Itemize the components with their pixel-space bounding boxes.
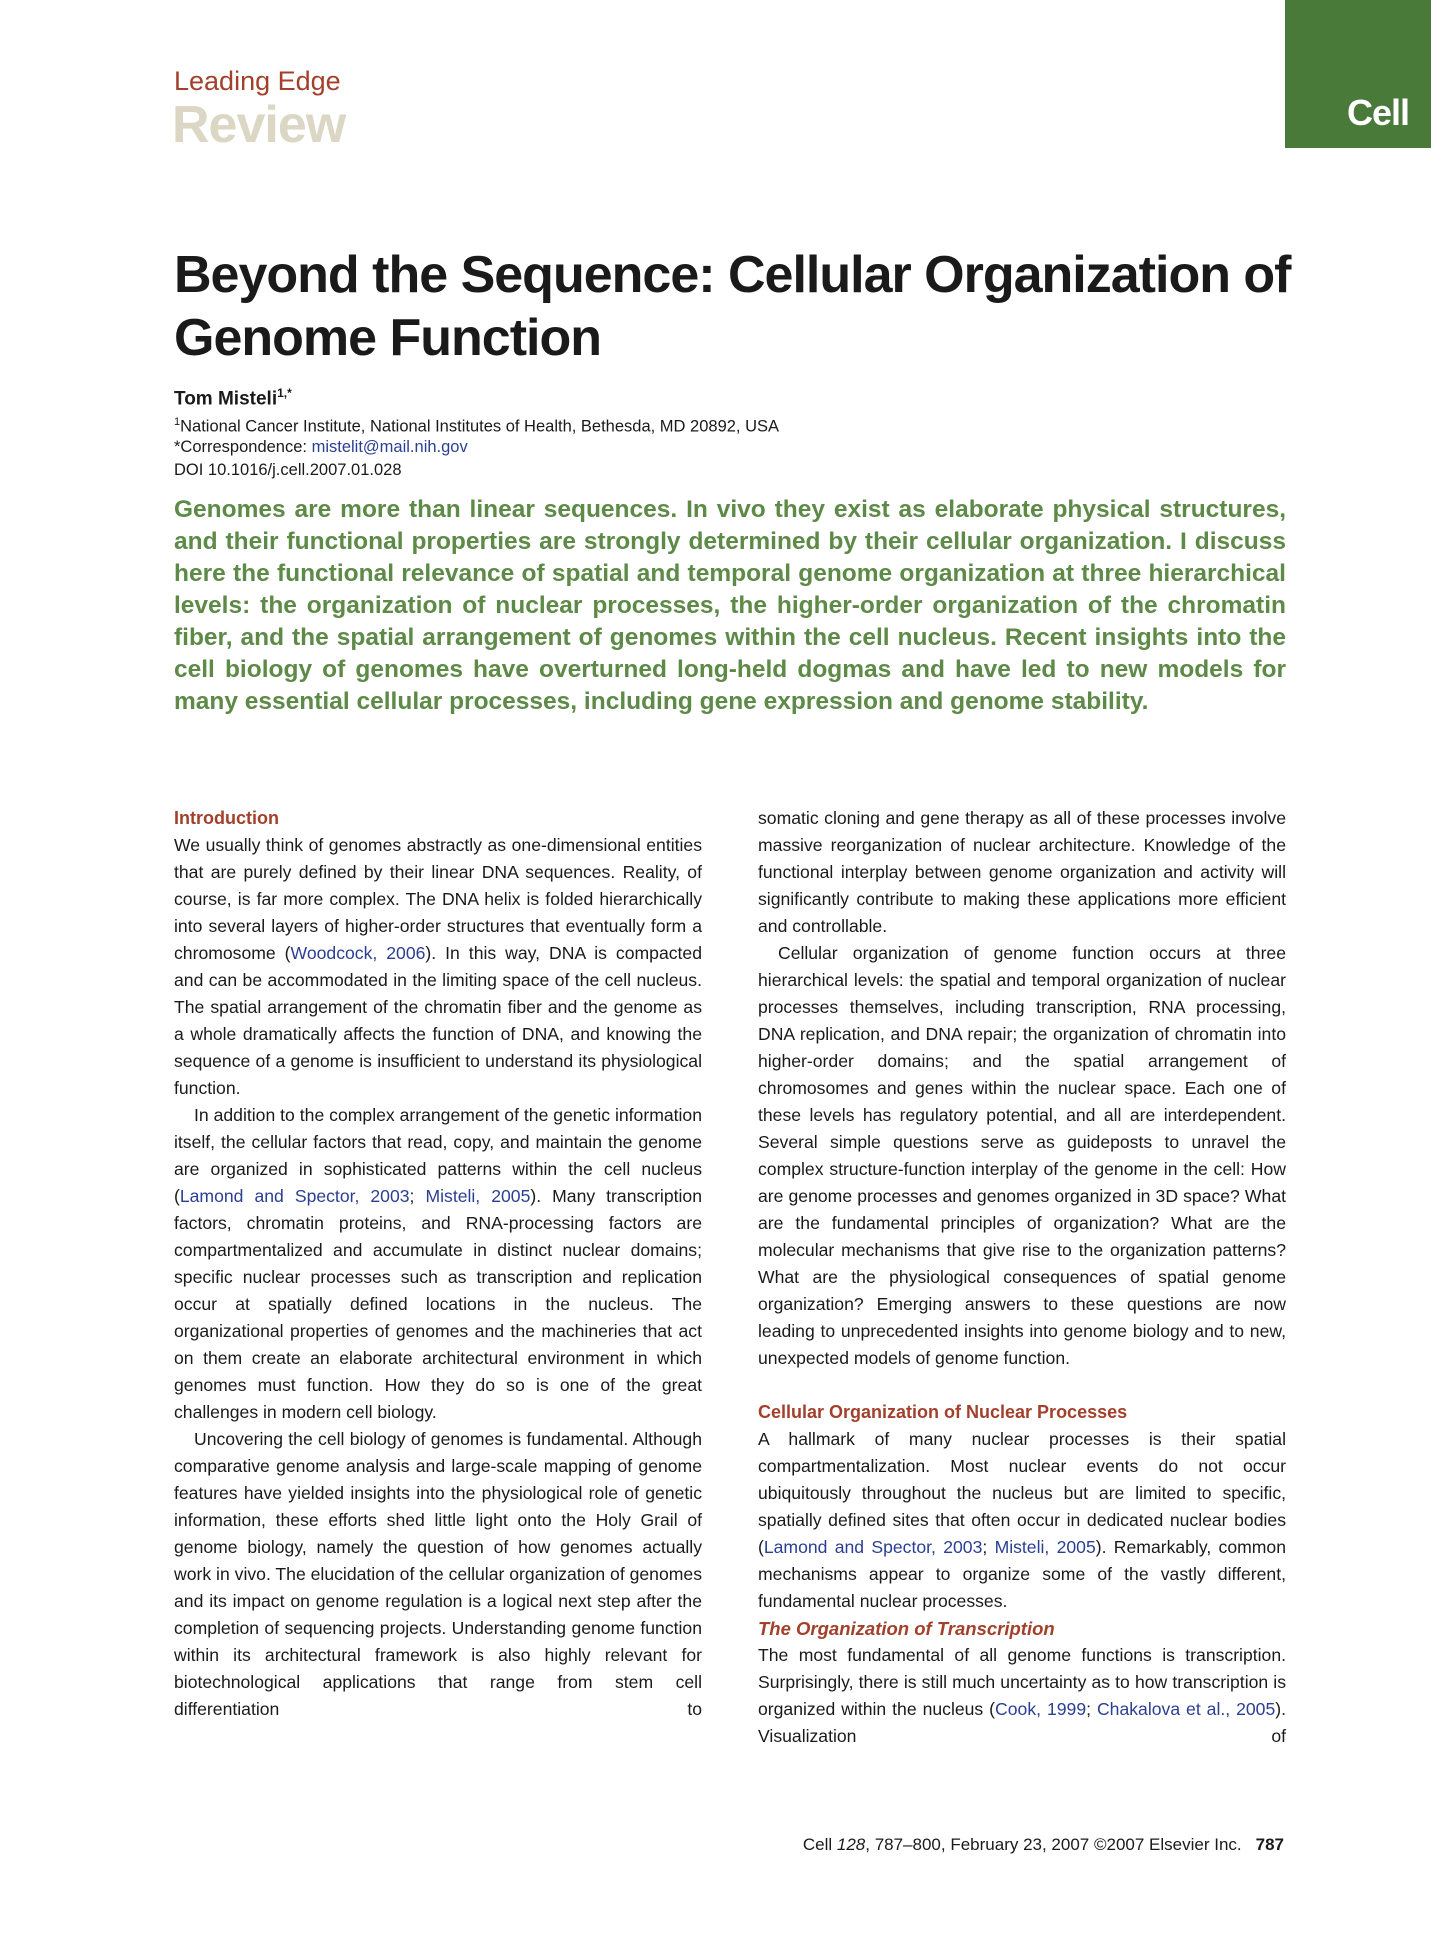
footer-citation: , 787–800, February 23, 2007 ©2007 Elsevier Inc.	[865, 1835, 1242, 1854]
text-run: ;	[982, 1537, 995, 1557]
reference-link[interactable]: Misteli, 2005	[425, 1186, 531, 1206]
paragraph: Cellular organization of genome function occurs at three hierarchical levels: the spatial and temporal organization of nuclear processes themselves, including transcription, RNA processing, DNA replication, and DNA repair; the organization of chromatin into higher-order domains; and the spatial arrangement of chromosomes and genes within the nuclear space. Each one of these levels has regulatory potential, and all are interdependent. Several simple questions serve as guideposts to unravel the complex structure-function interplay of the genome in the cell: How are genome processes and genomes organized in 3D space? What are the fundamental principles of organization? What are the molecular mechanisms that give rise to the organization patterns? What are the physiological consequences of spatial genome organization? Emerging answers to these questions are now leading to unprecedented insights into genome biology and to new, unexpected models of genome function.	[758, 943, 1286, 1368]
review-label: Review	[172, 96, 346, 154]
page-number: 787	[1255, 1835, 1284, 1854]
section-heading-introduction: Introduction	[174, 808, 279, 828]
text-run: ). Many transcription factors, chromatin proteins, and RNA-processing factors are compartmentalized and accumulate in distinct nuclear domains; specific nuclear processes such as transcription and replication occur at spatially defined locations in the nucleus. The organizational properties of genomes and the machineries that act on them create an elaborate architectural environment in which genomes must function. How they do so is one of the great challenges in modern cell biology.	[174, 1186, 702, 1422]
section-heading-nuclear-processes: Cellular Organization of Nuclear Processes	[758, 1402, 1128, 1422]
leading-edge-label: Leading Edge	[174, 66, 341, 96]
reference-link[interactable]: Cook, 1999	[995, 1699, 1087, 1719]
affiliation-text: National Cancer Institute, National Institutes of Health, Bethesda, MD 20892, USA	[180, 417, 780, 436]
journal-logo-text: Cell	[1346, 92, 1409, 133]
article-title: Beyond the Sequence: Cellular Organization of Genome Function	[174, 246, 1291, 367]
correspondence	[174, 436, 468, 459]
paragraph	[758, 1426, 1286, 1615]
text-run: ). Remarkably, common mechanisms appear to organize some of the vastly different, fundamental nuclear processes.	[758, 1537, 1286, 1611]
affiliation-superscript: 1	[174, 416, 181, 428]
correspondence-label: *Correspondence:	[174, 438, 312, 456]
paragraph	[758, 1642, 1286, 1750]
subsection-heading-transcription: The Organization of Transcription	[758, 1618, 1055, 1639]
spacer	[758, 1372, 1286, 1399]
right-column	[758, 805, 1286, 1750]
paragraph	[174, 832, 702, 1102]
text-run: ). Visualization of	[758, 1699, 1287, 1746]
paragraph	[174, 1102, 702, 1426]
author-superscript: 1,*	[277, 386, 292, 400]
author-line	[174, 386, 292, 410]
author-name: Tom Misteli	[174, 388, 278, 410]
footer-journal: Cell	[802, 1835, 837, 1854]
affiliation	[174, 411, 779, 439]
paragraph: somatic cloning and gene therapy as all of these processes involve massive reorganization of nuclear architecture. Knowledge of the functional interplay between genome organization and activity will significantly contribute to making these applications more efficient and controllable.	[758, 808, 1286, 936]
reference-link[interactable]: Woodcock, 2006	[290, 943, 426, 963]
text-run: The most fundamental of all genome functions is transcription. Surprisingly, there is still much uncertainty as to how transcription is organized within the nucleus (	[758, 1645, 1286, 1719]
text-run: ). In this way, DNA is compacted and can be accommodated in the limiting space of the cell nucleus. The spatial arrangement of the chromatin fiber and the genome as a whole dramatically affects the function of DNA, and knowing the sequence of a genome is insufficient to understand its physiological function.	[174, 943, 702, 1098]
doi: DOI 10.1016/j.cell.2007.01.028	[174, 461, 402, 479]
journal-logo	[1285, 0, 1431, 148]
text-run: ;	[1086, 1699, 1097, 1719]
abstract: Genomes are more than linear sequences. In vivo they exist as elaborate physical structures, and their functional properties are strongly determined by their cellular organization. I discuss here the functional relevance of spatial and temporal genome organization at three hierarchical levels: the organization of nuclear processes, the higher-order organization of the chromatin fiber, and the spatial arrangement of genomes within the cell nucleus. Recent insights into the cell biology of genomes have overturned long-held dogmas and have led to new models for many essential cellular processes, including gene expression and genome stability.	[174, 496, 1286, 715]
paragraph: Uncovering the cell biology of genomes is fundamental. Although comparative genome analysis and large-scale mapping of genome features have yielded insights into the physiological role of genetic information, these efforts shed little light onto the Holy Grail of genome biology, namely the question of how genomes actually work in vivo. The elucidation of the cellular organization of genomes and its impact on genome regulation is a logical next step after the completion of sequencing projects. Understanding genome function within its architectural framework is also highly relevant for biotechnological applications that range from stem cell differentiation to	[174, 1429, 702, 1719]
left-column	[174, 805, 702, 1723]
text-run: We usually think of genomes abstractly as one-dimensional entities that are purely defined by their linear DNA sequences. Reality, of course, is far more complex. The DNA helix is folded hierarchically into several layers of higher-order structures that eventually form a chromosome (	[174, 835, 702, 963]
page-footer	[722, 1835, 1284, 1855]
reference-link[interactable]: Lamond and Spector, 2003	[179, 1186, 410, 1206]
reference-link[interactable]: Lamond and Spector, 2003	[763, 1537, 983, 1557]
text-run: ;	[409, 1186, 426, 1206]
text-run: In addition to the complex arrangement of the genetic information itself, the cellular factors that read, copy, and maintain the genome are organized in sophisticated patterns within the cell nucleus (	[174, 1105, 702, 1206]
text-run: A hallmark of many nuclear processes is their spatial compartmentalization. Most nuclear events do not occur ubiquitously throughout the nucleus but are limited to specific, spatially defined sites that often occur in dedicated nuclear bodies (	[758, 1429, 1286, 1557]
reference-link[interactable]: Chakalova et al., 2005	[1096, 1699, 1276, 1719]
reference-link[interactable]: Misteli, 2005	[994, 1537, 1096, 1557]
footer-volume: 128	[836, 1835, 866, 1854]
correspondence-email-link[interactable]: mistelit@mail.nih.gov	[311, 438, 468, 456]
